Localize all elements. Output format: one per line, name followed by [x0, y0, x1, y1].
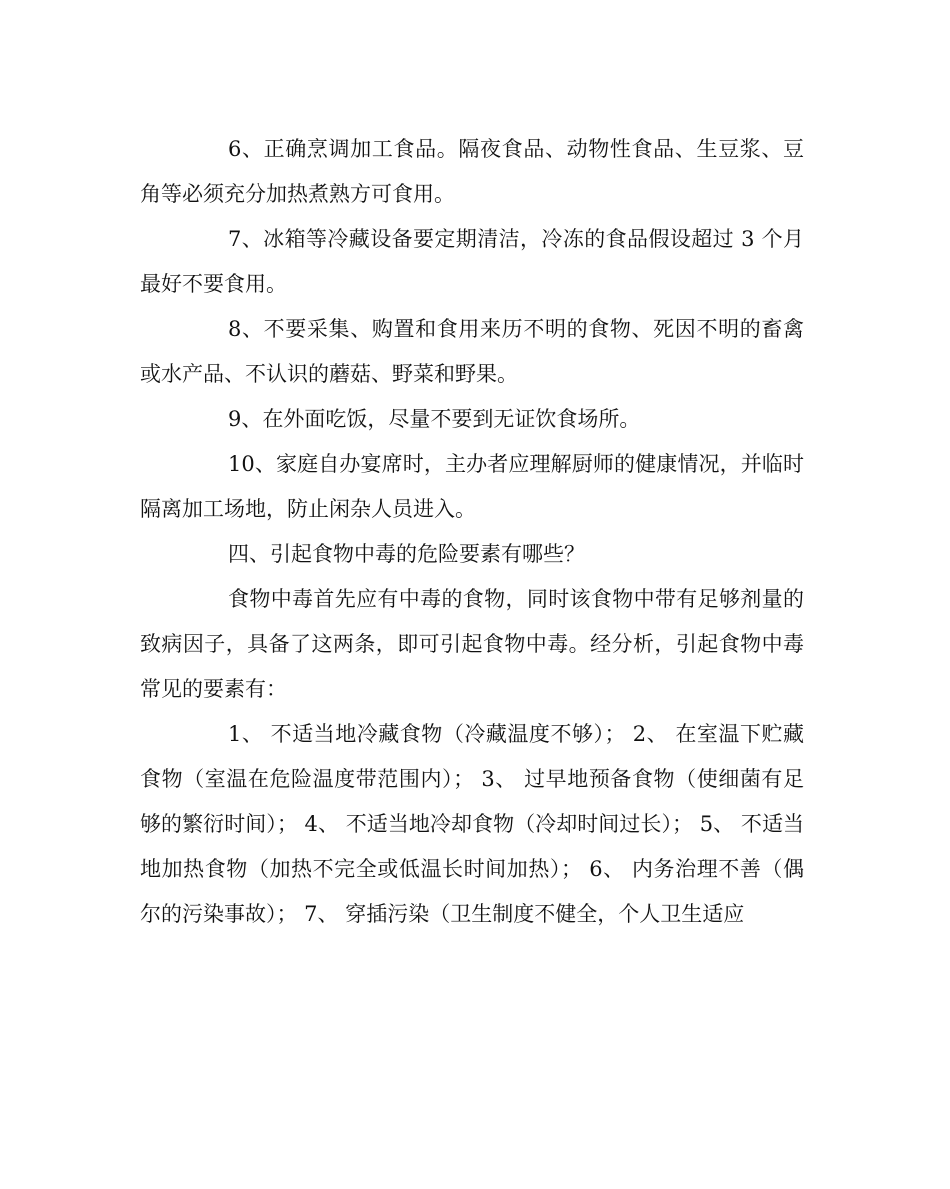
paragraph-item-10: 10、家庭自办宴席时，主办者应理解厨师的健康情况，并临时隔离加工场地，防止闲杂人员进入。 — [140, 452, 804, 521]
paragraph-item-7: 7、冰箱等冷藏设备要定期清洁，冷冻的食品假设超过 3 个月最好不要食用。 — [140, 227, 804, 296]
paragraph-item-9: 9、在外面吃饭，尽量不要到无证饮食场所。 — [228, 407, 641, 431]
paragraph-intro: 食物中毒首先应有中毒的食物，同时该食物中带有足够剂量的致病因子，具备了这两条，即可引起食物中毒。经分析，引起食物中毒常见的要素有： — [140, 587, 804, 701]
document-body — [140, 127, 804, 937]
section-heading-4: 四、引起食物中毒的危险要素有哪些？ — [228, 542, 585, 566]
paragraph-item-8: 8、不要采集、购置和食用来历不明的食物、死因不明的畜禽或水产品、不认识的蘑菇、野菜和野果。 — [140, 317, 804, 386]
paragraph-factors-list: 1、 不适当地冷藏食物（冷藏温度不够）； 2、 在室温下贮藏食物（室温在危险温度带范围内）； 3、 过早地预备食物（使细菌有足够的繁衍时间）； 4、 不适当地冷却食物（冷却时间过长）； 5、 不适当地加热食物（加热不完全或低温长时间加热）； 6、 内务治理不善（偶尔的污染事故）； 7、 穿插污染（卫生制度不健全，个人卫生适应 — [140, 722, 804, 926]
paragraph-item-6: 6、正确烹调加工食品。隔夜食品、动物性食品、生豆浆、豆角等必须充分加热煮熟方可食用。 — [140, 137, 804, 206]
